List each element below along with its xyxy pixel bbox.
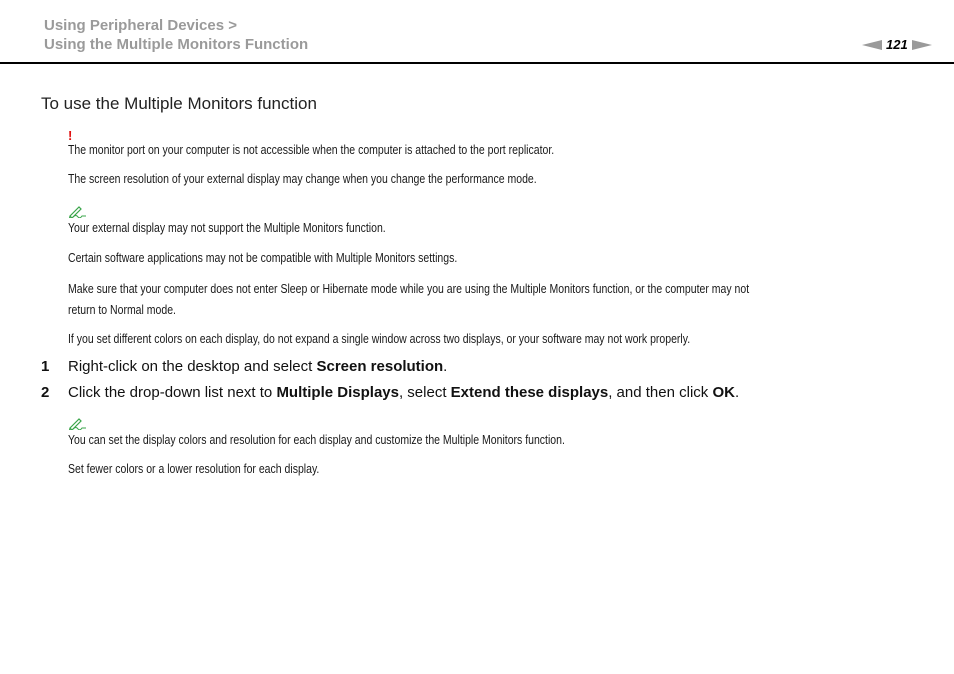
breadcrumb — [44, 16, 308, 54]
note-item: Make sure that your computer does not enter Sleep or Hibernate mode while you are using the Multiple Monitors function, or the computer may not — [68, 282, 750, 296]
ui-term: Extend these displays — [450, 384, 609, 401]
ui-term: OK — [712, 384, 735, 401]
header-divider — [0, 62, 954, 64]
step-number: 1 — [41, 358, 50, 375]
ui-term: Screen resolution — [316, 358, 444, 375]
caution-item: The monitor port on your computer is not accessible when the computer is attached to the port replicator. — [68, 143, 555, 157]
prev-page-arrow-icon[interactable] — [862, 40, 882, 50]
page-number: 121 — [886, 37, 908, 52]
next-page-arrow-icon[interactable] — [912, 40, 932, 50]
note-item: Set fewer colors or a lower resolution for each display. — [68, 462, 320, 476]
note-item: Your external display may not support the Multiple Monitors function. — [68, 221, 386, 235]
step-number: 2 — [41, 384, 50, 401]
note-pencil-icon — [68, 205, 88, 218]
caution-item: The screen resolution of your external display may change when you change the performance mode. — [68, 172, 537, 186]
note-item: You can set the display colors and resolution for each display and customize the Multiple Monitors function. — [68, 433, 565, 447]
step-2: 2 Click the drop-down list next to Multiple Displays, select Extend these displays, and then click OK. — [41, 384, 740, 401]
page-navigation — [862, 37, 932, 53]
breadcrumb-line-2: Using the Multiple Monitors Function — [44, 36, 309, 53]
note-item: If you set different colors on each display, do not expand a single window across two displays, or your software may not work properly. — [68, 332, 691, 346]
caution-icon: ! — [68, 128, 73, 143]
note-item-continued: return to Normal mode. — [68, 303, 176, 317]
step-1: 1 Right-click on the desktop and select Screen resolution. — [41, 358, 448, 375]
section-title: To use the Multiple Monitors function — [41, 94, 317, 113]
breadcrumb-line-1: Using Peripheral Devices > — [44, 17, 238, 34]
note-pencil-icon — [68, 417, 88, 430]
ui-term: Multiple Displays — [276, 384, 399, 401]
note-item: Certain software applications may not be compatible with Multiple Monitors settings. — [68, 251, 458, 265]
